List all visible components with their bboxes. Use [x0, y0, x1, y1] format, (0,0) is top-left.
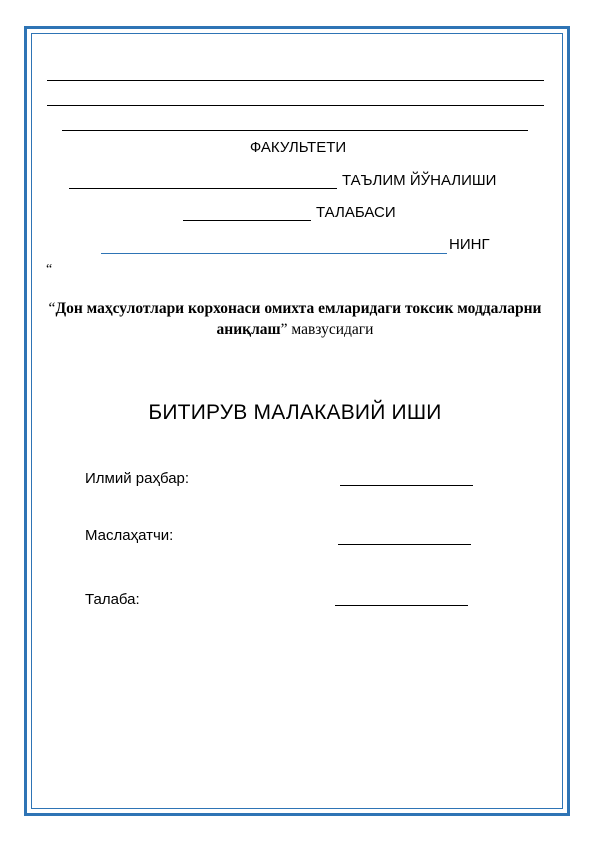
- topic-close-quote: ”: [280, 321, 288, 338]
- blank-line-2: [47, 105, 544, 106]
- consultant-signature-line: [338, 544, 471, 545]
- student-blank-line: [183, 220, 311, 221]
- main-title: БИТИРУВ МАЛАКАВИЙ ИШИ: [148, 401, 442, 424]
- student-name-blank-line: [101, 253, 447, 254]
- topic-open-quote: “: [48, 300, 56, 317]
- supervisor-signature-line: [340, 485, 473, 486]
- blank-line-1: [47, 80, 544, 81]
- genitive-suffix: НИНГ: [449, 236, 490, 253]
- student-label: ТАЛАБАСИ: [316, 204, 396, 221]
- faculty-label: ФАКУЛЬТЕТИ: [249, 139, 347, 156]
- student-signature-label: Талаба:: [85, 591, 140, 608]
- consultant-label: Маслаҳатчи:: [85, 527, 174, 544]
- topic-title: Дон маҳсулотлари корхонаси омихта емларидаги токсик моддаларни аниқлаш: [55, 300, 542, 338]
- blank-line-3: [62, 130, 528, 131]
- student-signature-line: [335, 605, 468, 606]
- supervisor-label: Илмий раҳбар:: [85, 470, 190, 487]
- thesis-topic: [40, 298, 550, 340]
- direction-label: ТАЪЛИМ ЙЎНАЛИШИ: [342, 172, 497, 189]
- topic-suffix: мавзусидаги: [287, 321, 374, 338]
- direction-blank-line: [69, 188, 337, 189]
- stray-quote-mark: “: [46, 262, 53, 277]
